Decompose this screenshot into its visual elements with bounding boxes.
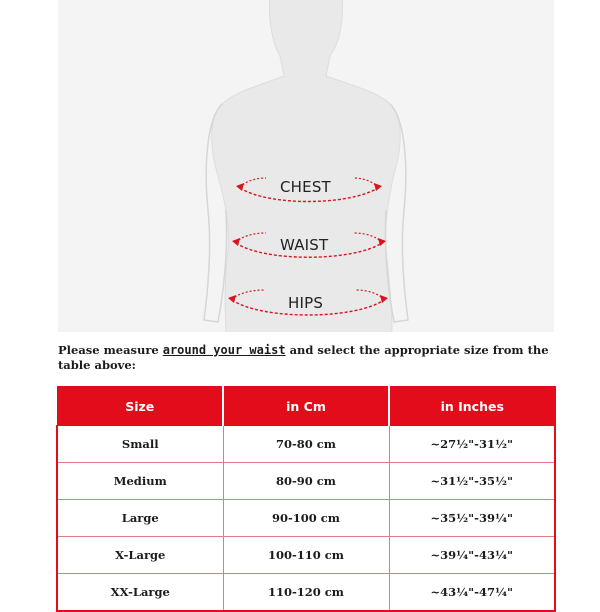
cm-cell: 90-100 cm [223,500,389,537]
header-inches: in Inches [389,387,555,426]
cm-cell: 100-110 cm [223,537,389,574]
hips-label: HIPS [288,294,324,312]
inches-cell: ~27½"-31½" [389,426,555,463]
size-cell: Medium [57,463,223,500]
inches-cell: ~31½"-35½" [389,463,555,500]
size-cell: XX-Large [57,574,223,612]
table-row [57,500,555,537]
size-cell: X-Large [57,537,223,574]
cm-cell: 110-120 cm [223,574,389,612]
body-measurement-figure [58,0,554,332]
header-cm: in Cm [223,387,389,426]
size-cell: Large [57,500,223,537]
table-row [57,463,555,500]
table-row [57,574,555,612]
table-row [57,537,555,574]
inches-cell: ~39¼"-43¼" [389,537,555,574]
size-cell: Small [57,426,223,463]
size-chart-table [56,386,556,612]
instruction-text-end: and select the appropriate size from the table above: [58,343,549,372]
measurement-instruction [58,343,558,373]
chest-label: CHEST [280,178,331,196]
body-silhouette-illustration [58,0,554,332]
instruction-emphasis: around your waist [162,343,286,357]
waist-label: WAIST [280,236,329,254]
inches-cell: ~35½"-39¼" [389,500,555,537]
cm-cell: 70-80 cm [223,426,389,463]
table-row [57,426,555,463]
table-header-row [57,387,555,426]
instruction-text-start: Please measure [58,343,163,357]
cm-cell: 80-90 cm [223,463,389,500]
header-size: Size [57,387,223,426]
inches-cell: ~43¼"-47¼" [389,574,555,612]
